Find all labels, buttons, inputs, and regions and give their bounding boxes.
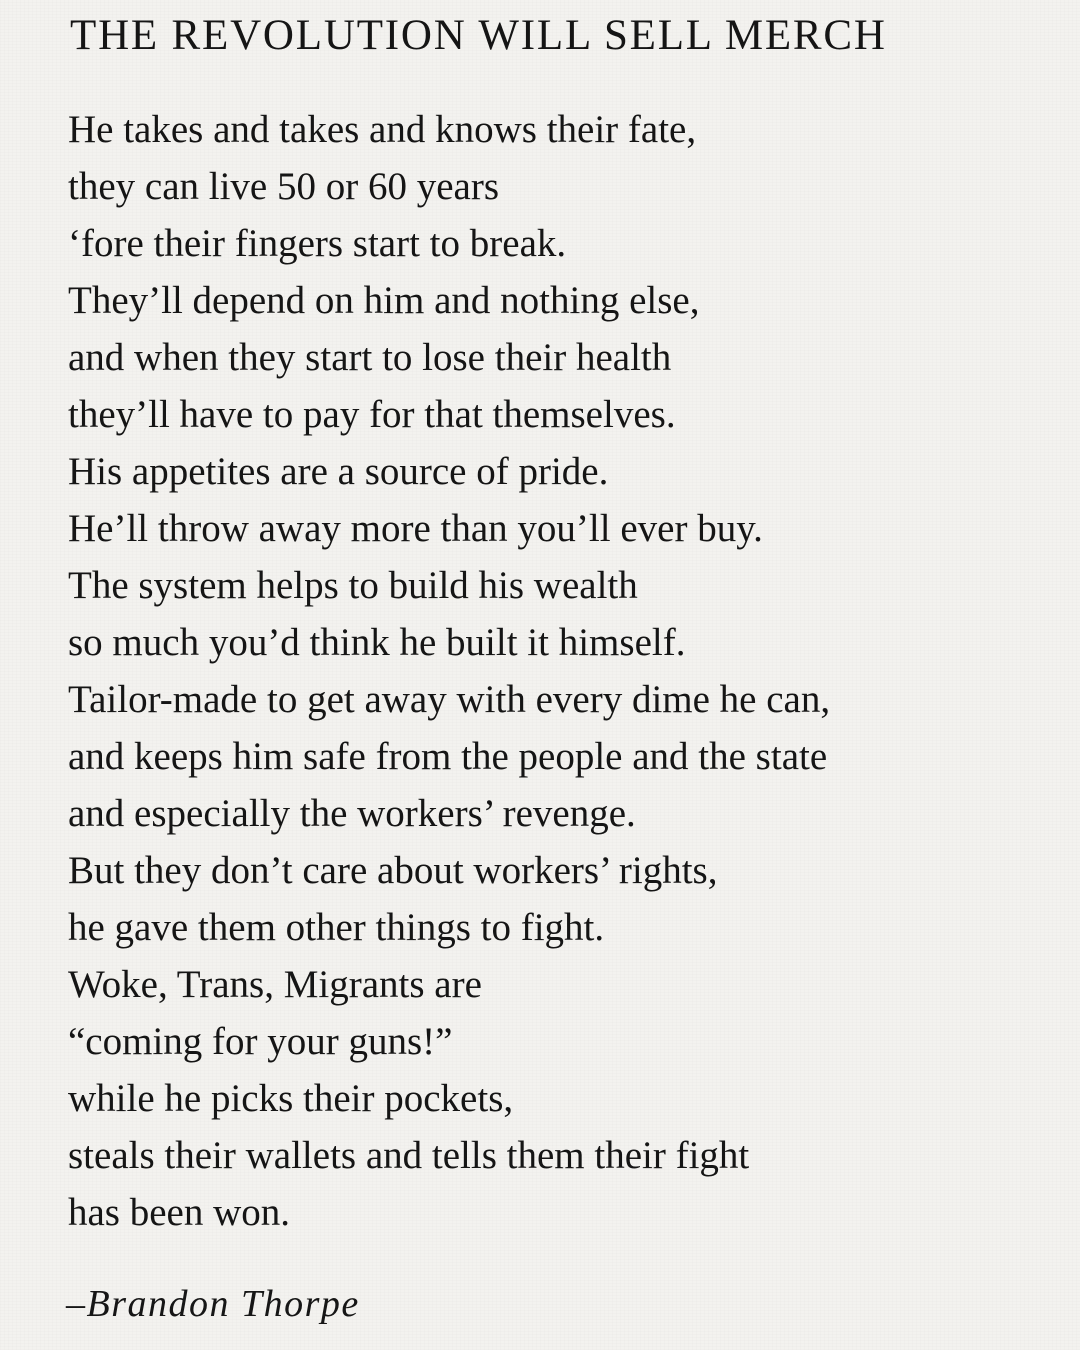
poem-line: His appetites are a source of pride. (68, 450, 609, 493)
poem-line: while he picks their pockets, (68, 1077, 514, 1120)
poem-line: Woke, Trans, Migrants are (68, 963, 482, 1006)
poem-line: he gave them other things to fight. (68, 906, 605, 949)
poem-line: “coming for your guns!” (68, 1020, 453, 1063)
poem-title: THE REVOLUTION WILL SELL MERCH (70, 12, 887, 59)
poem-line: ‘fore their fingers start to break. (68, 222, 567, 265)
poem-line: they can live 50 or 60 years (68, 165, 500, 208)
poem-line: Tailor-made to get away with every dime he can, (68, 678, 831, 721)
poem-line: steals their wallets and tells them their fight (68, 1134, 750, 1177)
poem-line: so much you’d think he built it himself. (68, 621, 686, 664)
author-signature: –Brandon Thorpe (66, 1283, 360, 1325)
poem-line: and especially the workers’ revenge. (68, 792, 636, 835)
poem-line: They’ll depend on him and nothing else, (68, 279, 700, 322)
poem-line: they’ll have to pay for that themselves. (68, 393, 676, 436)
poem-line: He takes and takes and knows their fate, (68, 108, 697, 151)
poem-line: But they don’t care about workers’ rights, (68, 849, 718, 892)
poem-line: The system helps to build his wealth (68, 564, 638, 607)
poem-line: and keeps him safe from the people and the state (68, 735, 828, 778)
poem-body (68, 101, 830, 1241)
poem-line: and when they start to lose their health (68, 336, 672, 379)
poem-line: He’ll throw away more than you’ll ever buy. (68, 507, 763, 550)
poem-line: has been won. (68, 1191, 291, 1234)
